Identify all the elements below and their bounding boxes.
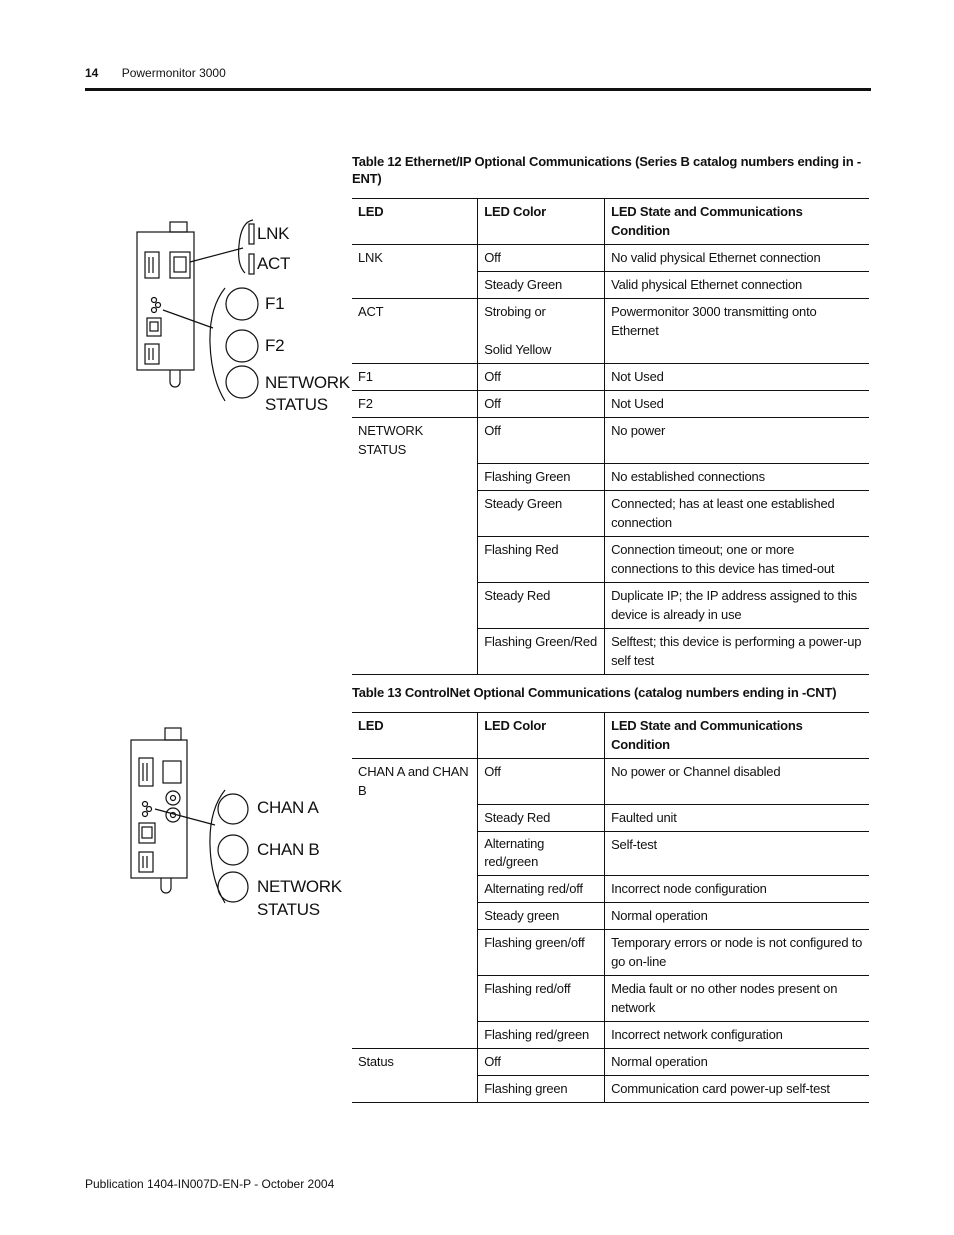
led-color: Off bbox=[478, 418, 605, 464]
led-label-chan-b: CHAN B bbox=[257, 840, 320, 859]
led-color: Flashing green/off bbox=[478, 929, 605, 975]
led-color: Alternating red/off bbox=[478, 875, 605, 902]
led-state: No power bbox=[605, 418, 869, 464]
table-row bbox=[352, 1048, 869, 1075]
header-led-state: LED State and Communications Condition bbox=[605, 713, 869, 759]
page-header bbox=[85, 66, 226, 80]
table-header-row bbox=[352, 199, 869, 245]
led-color: Off bbox=[478, 391, 605, 418]
led-color bbox=[478, 299, 605, 364]
table13-caption: Table 13 ControlNet Optional Communications (catalog numbers ending in -CNT) bbox=[352, 685, 837, 700]
led-label-status: STATUS bbox=[265, 395, 328, 414]
led-state: Normal operation bbox=[605, 902, 869, 929]
table-row bbox=[352, 536, 869, 582]
led-name: F1 bbox=[352, 364, 478, 391]
led-name: ACT bbox=[352, 299, 478, 364]
led-color-line1: Strobing or bbox=[484, 304, 546, 319]
led-label-status: STATUS bbox=[257, 900, 320, 919]
led-state: Faulted unit bbox=[605, 804, 869, 831]
led-color-line2: Solid Yellow bbox=[484, 342, 552, 357]
led-color: Flashing Green/Red bbox=[478, 628, 605, 674]
table-row bbox=[352, 582, 869, 628]
led-color: Alternating red/green bbox=[478, 831, 605, 875]
led-label-chan-a: CHAN A bbox=[257, 798, 319, 817]
led-state: Self-test bbox=[605, 831, 869, 875]
led-color: Flashing red/off bbox=[478, 975, 605, 1021]
table-row bbox=[352, 391, 869, 418]
led-state: Valid physical Ethernet connection bbox=[605, 272, 869, 299]
table-row bbox=[352, 975, 869, 1021]
table-row bbox=[352, 628, 869, 674]
table-row bbox=[352, 759, 869, 805]
led-color: Steady Green bbox=[478, 272, 605, 299]
led-color: Steady Red bbox=[478, 582, 605, 628]
table-row bbox=[352, 831, 869, 875]
table-row bbox=[352, 1075, 869, 1102]
led-name: F2 bbox=[352, 391, 478, 418]
header-led-color: LED Color bbox=[478, 199, 605, 245]
page-footer: Publication 1404-IN007D-EN-P - October 2004 bbox=[85, 1177, 335, 1191]
table-row bbox=[352, 272, 869, 299]
led-name: Status bbox=[358, 1053, 394, 1069]
table-header-row bbox=[352, 713, 869, 759]
led-label-lnk: LNK bbox=[257, 224, 290, 243]
header-led-color: LED Color bbox=[478, 713, 605, 759]
table-row bbox=[352, 902, 869, 929]
led-state: No established connections bbox=[605, 463, 869, 490]
led-name: CHAN A and CHAN B bbox=[358, 764, 469, 798]
header-led: LED bbox=[352, 199, 478, 245]
led-state: Media fault or no other nodes present on network bbox=[605, 975, 869, 1021]
led-state: No valid physical Ethernet connection bbox=[605, 245, 869, 272]
table12 bbox=[352, 198, 869, 675]
header-led: LED bbox=[352, 713, 478, 759]
led-state: Connected; has at least one established connection bbox=[605, 490, 869, 536]
table-row bbox=[352, 875, 869, 902]
led-color: Flashing Green bbox=[478, 463, 605, 490]
led-state: No power or Channel disabled bbox=[605, 759, 869, 805]
led-label-network: NETWORK bbox=[257, 877, 342, 896]
table-row bbox=[352, 490, 869, 536]
table-row bbox=[352, 463, 869, 490]
led-state: Not Used bbox=[605, 391, 869, 418]
page-number: 14 bbox=[85, 66, 99, 80]
led-label-f1: F1 bbox=[265, 294, 285, 313]
led-label-act: ACT bbox=[257, 254, 291, 273]
led-color: Off bbox=[478, 364, 605, 391]
led-name: NETWORK STATUS bbox=[358, 423, 424, 457]
table-row bbox=[352, 299, 869, 364]
led-color: Flashing Red bbox=[478, 536, 605, 582]
led-state: Connection timeout; one or more connections to this device has timed-out bbox=[605, 536, 869, 582]
led-state: Incorrect network configuration bbox=[605, 1021, 869, 1048]
header-led-state: LED State and Communications Condition bbox=[605, 199, 869, 245]
table12-caption: Table 12 Ethernet/IP Optional Communications (Series B catalog numbers ending in -ENT) bbox=[352, 154, 861, 186]
ethernet-card-diagram bbox=[125, 210, 350, 420]
table-row bbox=[352, 929, 869, 975]
table-row bbox=[352, 1021, 869, 1048]
header-rule bbox=[85, 88, 871, 91]
controlnet-card-diagram bbox=[125, 725, 350, 925]
led-color: Off bbox=[478, 759, 605, 805]
led-state: Communication card power-up self-test bbox=[605, 1075, 869, 1102]
led-state: Selftest; this device is performing a power-up self test bbox=[605, 628, 869, 674]
led-color: Steady green bbox=[478, 902, 605, 929]
led-state: Normal operation bbox=[605, 1048, 869, 1075]
led-color: Steady Green bbox=[478, 490, 605, 536]
led-label-network: NETWORK bbox=[265, 373, 350, 392]
table-row bbox=[352, 364, 869, 391]
led-state: Incorrect node configuration bbox=[605, 875, 869, 902]
led-color: Flashing green bbox=[478, 1075, 605, 1102]
table-row bbox=[352, 245, 869, 272]
table-row bbox=[352, 418, 869, 464]
led-color: Flashing red/green bbox=[478, 1021, 605, 1048]
led-state: Temporary errors or node is not configured to go on-line bbox=[605, 929, 869, 975]
led-color: Steady Red bbox=[478, 804, 605, 831]
running-title: Powermonitor 3000 bbox=[121, 66, 226, 80]
table-row bbox=[352, 804, 869, 831]
led-label-f2: F2 bbox=[265, 336, 285, 355]
led-state: Powermonitor 3000 transmitting onto Ethernet bbox=[605, 299, 869, 364]
led-state: Not Used bbox=[605, 364, 869, 391]
led-state: Duplicate IP; the IP address assigned to this device is already in use bbox=[605, 582, 869, 628]
table13 bbox=[352, 712, 869, 1103]
led-color: Off bbox=[478, 245, 605, 272]
led-name: LNK bbox=[358, 250, 383, 265]
led-color: Off bbox=[478, 1048, 605, 1075]
